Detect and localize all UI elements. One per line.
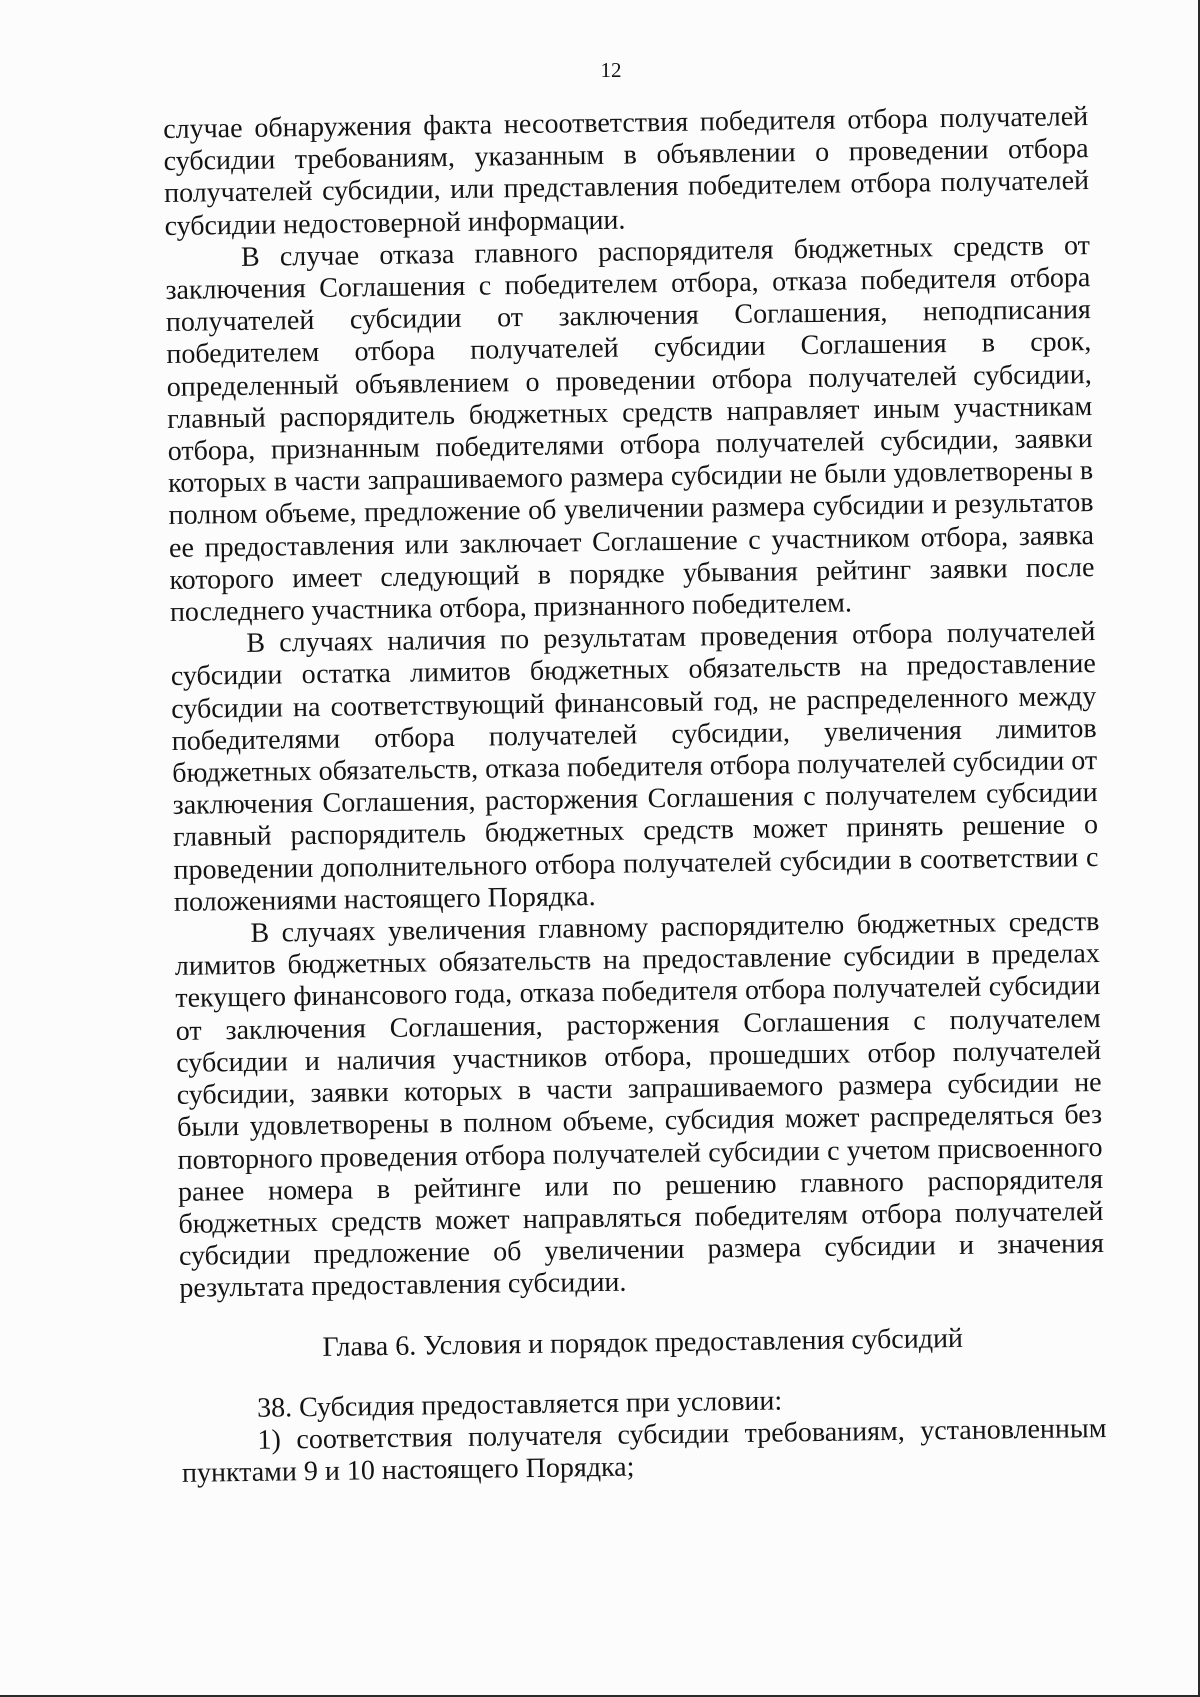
paragraph: В случае отказа главного распорядителя бюджетных средств от заключения Соглашения с победителем отбора, отказа победителя отбора получателей субсидии от заключения Соглашения, неподписания победителем отбора получателей субсидии Соглашения в срок, определенный объявлением о проведении отбора получателей субсидии, главный распорядитель бюджетных средств направляет иным участникам отбора, признанным победителями отбора получателей субсидии, заявки которых в части запрашиваемого размера субсидии не были удовлетворены в полном объеме, предложение об увеличении размера субсидии и результатов ее предоставления или заключает Соглашение с участником отбора, заявка которого имеет следующий в порядке убывания рейтинг заявки после последнего участника отбора, признанного победителем. <box>165 229 1095 628</box>
paragraph: В случаях увеличения главному распорядителю бюджетных средств лимитов бюджетных обязательств на предоставление субсидии в пределах текущего финансового года, отказа победителя отбора получателей субсидии от заключения Соглашения, расторжения Соглашения с получателем субсидии и наличия участников отбора, прошедших отбор получателей субсидии, заявки которых в части запрашиваемого размера субсидии не были удовлетворены в полном объеме, субсидия может распределяться без повторного проведения отбора получателей субсидии с учетом присвоенного ранее номера в рейтинге или по решению главного распорядителя бюджетных средств может направляться победителям отбора получателей субсидии предложение об увеличении размера субсидии и значения результата предоставления субсидии. <box>174 906 1105 1305</box>
point-38: 38. Субсидия предоставляется при условии: <box>256 1385 783 1424</box>
paragraph-continuation: случае обнаружения факта несоответствия победителя отбора получателей субсидии требованиям, указанным в объявлении о проведении отбора получателей субсидии, или представления победителем отбора получателей субсидии недостоверной информации. <box>163 101 1090 242</box>
document-body <box>163 101 1107 1490</box>
paragraph: В случаях наличия по результатам проведения отбора получателей субсидии остатка лимитов бюджетных обязательств на предоставление субсидии на соответствующий финансовый год, не распределенного между победителями отбора получателей субсидии, увеличения лимитов бюджетных обязательств, отказа победителя отбора получателей субсидии от заключения Соглашения, расторжения Соглашения с получателем субсидии главный распорядитель бюджетных средств может принять решение о проведении дополнительного отбора получателей субсидии в соответствии с положениями настоящего Порядка. <box>170 616 1099 918</box>
chapter-heading: Глава 6. Условия и порядок предоставления субсидий <box>322 1322 964 1363</box>
page-number: 12 <box>600 58 622 82</box>
subpoint-1: 1) соответствия получателя субсидии требованиям, установленным пунктами 9 и 10 настоящего Порядка; <box>181 1412 1107 1489</box>
